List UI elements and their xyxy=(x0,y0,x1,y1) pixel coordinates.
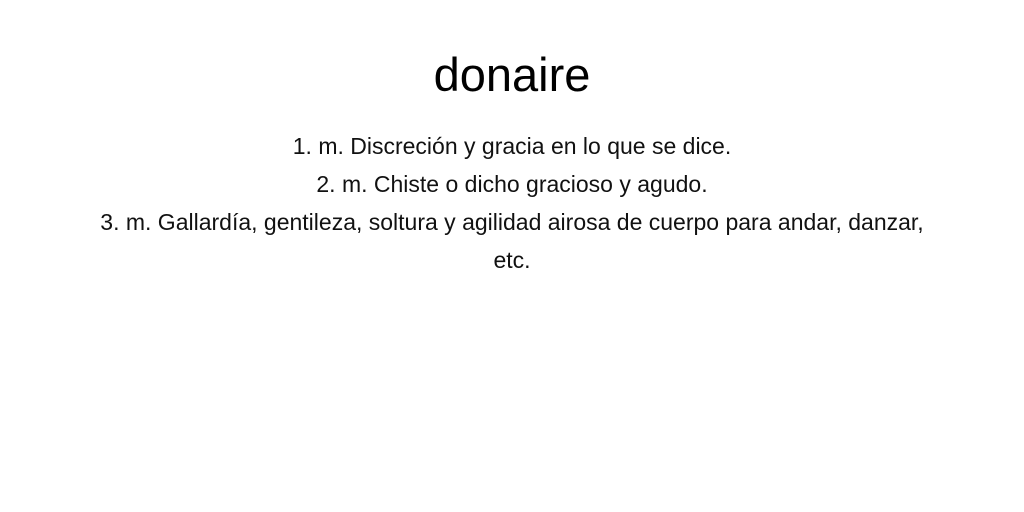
headword: donaire xyxy=(433,48,591,101)
definition-item: 2. m. Chiste o dicho gracioso y agudo. xyxy=(316,171,708,197)
definition-item: 3. m. Gallardía, gentileza, soltura y agilidad airosa de cuerpo para andar, danzar, etc. xyxy=(100,209,924,273)
definition-list xyxy=(92,127,932,279)
definition-item: 1. m. Discreción y gracia en lo que se dice. xyxy=(292,133,732,159)
